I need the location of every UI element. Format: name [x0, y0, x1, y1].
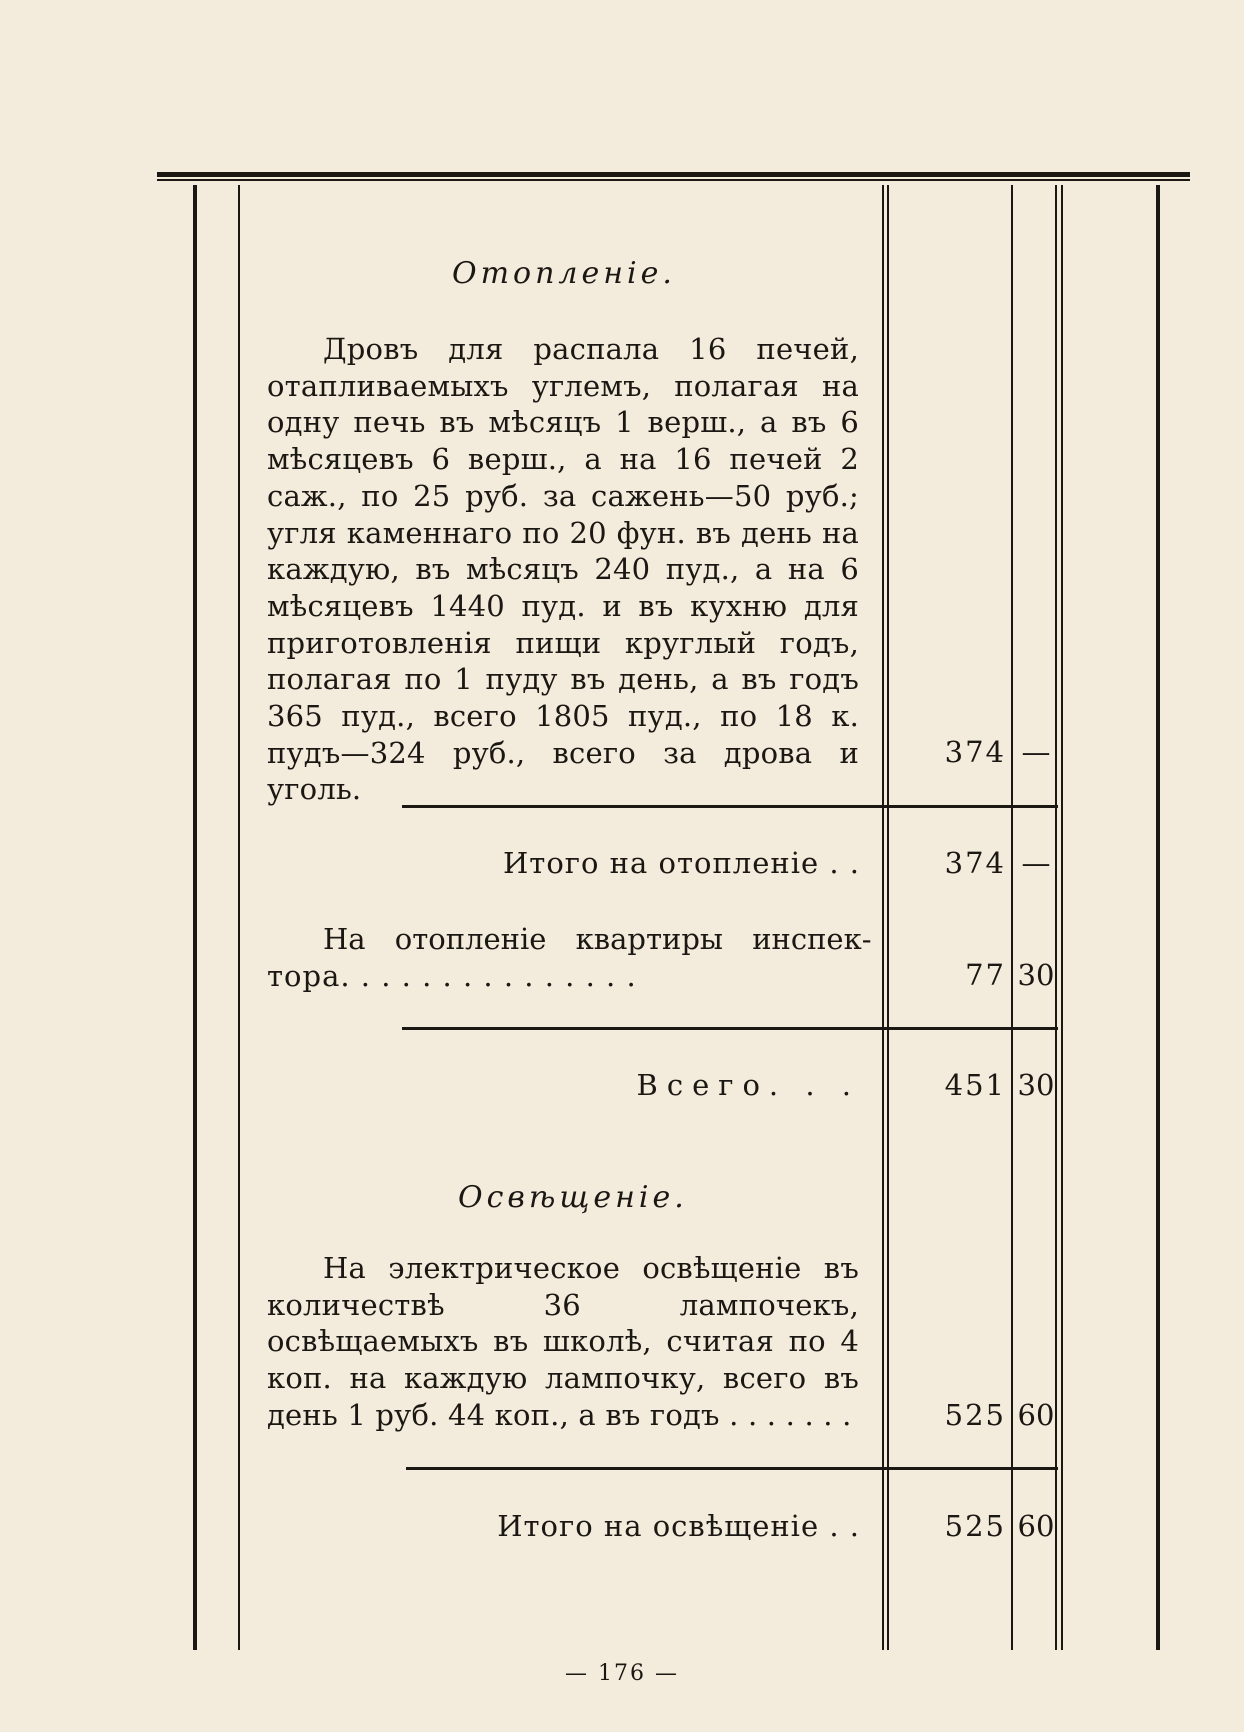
total-rule-heating — [402, 1027, 1058, 1030]
heating-paragraph-text: Дровъ для распала 16 печей, отапливаемыхъ углемъ, полагая на одну печь въ мѣсяцъ 1 верш., а въ 6 мѣсяцевъ 6 верш., а на 16 печей 2 саж., по 25 руб. за сажень—50 руб.; угля каменнаго по 20 фун. въ день на каждую, въ мѣсяцъ 240 пуд., а на 6 мѣсяцевъ 1440 пуд. и въ кухню для приготовленія пищи круглый годъ, полагая по 1 пуду въ день, а въ годъ 365 пуд., всего 1805 пуд., по 18 к. пудъ—324 руб., всего за дрова и уголь. — [267, 332, 859, 807]
top-rule-thin — [157, 179, 1190, 181]
heating-total-label: Всего. . . — [636, 1068, 860, 1102]
inspector-line-1: На отопленіе квартиры инспек- — [323, 922, 872, 956]
heating-subtotal-kop: — — [1021, 846, 1051, 880]
inspector-line-2: тора. . . . . . . . . . . . . . . — [267, 959, 637, 993]
kop-column-rule-b — [1061, 185, 1063, 1650]
heating-amount-rub: 374 — [944, 735, 1006, 769]
heating-total-rub: 451 — [944, 1068, 1006, 1102]
lighting-amount-kop: 60 — [1017, 1398, 1055, 1432]
rub-column-rule-b — [1011, 185, 1013, 1650]
right-border — [1156, 185, 1160, 1650]
inspector-kop: 30 — [1017, 958, 1055, 992]
heating-total-kop: 30 — [1017, 1068, 1055, 1102]
heating-subtotal-rub: 374 — [944, 846, 1006, 880]
lighting-paragraph — [267, 1250, 859, 1435]
inspector-rub: 77 — [965, 958, 1006, 992]
left-border-inner — [238, 185, 240, 1650]
subtotal-rule-lighting — [406, 1467, 1058, 1470]
heating-paragraph — [267, 331, 859, 807]
lighting-subtotal-label: Итого на освѣщеніе . . — [497, 1509, 860, 1543]
lighting-subtotal-kop: 60 — [1017, 1509, 1055, 1543]
heating-amount-kop: — — [1021, 735, 1051, 769]
lighting-paragraph-text: На электрическое освѣщеніе въ количествѣ 36 лампочекъ, освѣщаемыхъ въ школѣ, считая по 4 коп. на каждую лампочку, всего въ день 1 руб. 44 коп., а въ годъ . . . . . . . — [267, 1251, 859, 1432]
heating-subtotal-label: Итого на отопленіе . . — [502, 846, 860, 880]
lighting-amount-rub: 525 — [944, 1398, 1006, 1432]
heading-heating: Отопленіе. — [452, 256, 676, 291]
rub-column-rule-a — [887, 185, 889, 1650]
heading-lighting: Освѣщеніе. — [458, 1180, 688, 1215]
text-column-rule — [882, 185, 884, 1650]
page-number: — 176 — — [565, 1661, 679, 1686]
top-rule-thick — [157, 172, 1190, 177]
subtotal-rule-heating — [402, 805, 1058, 808]
lighting-subtotal-rub: 525 — [944, 1509, 1006, 1543]
left-border-outer — [193, 185, 197, 1650]
